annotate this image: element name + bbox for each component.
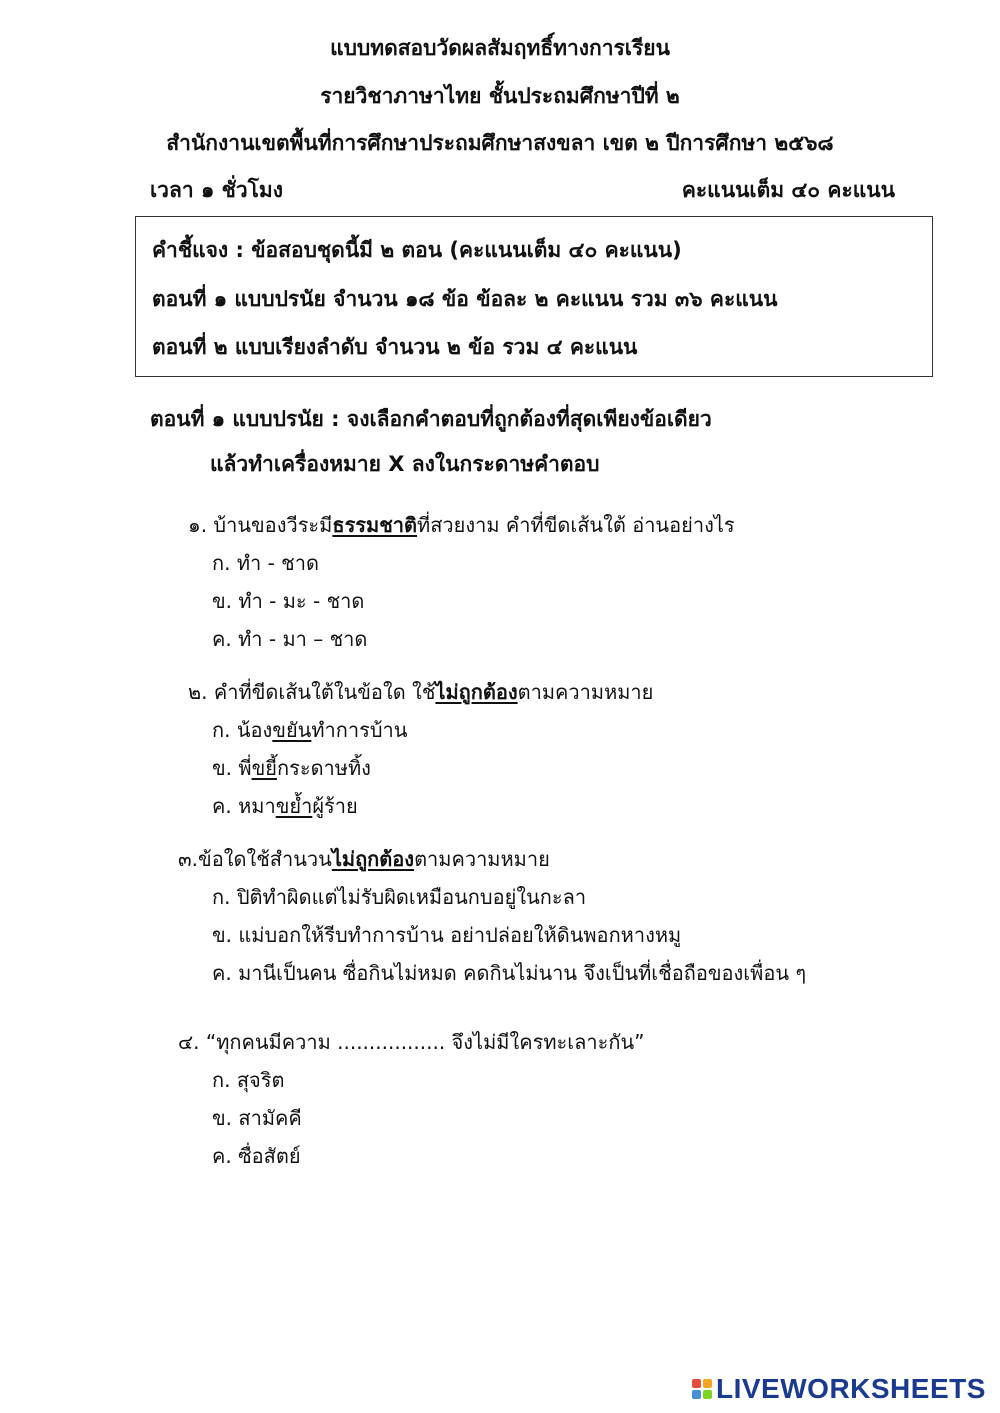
logo-square-1 <box>692 1379 701 1388</box>
logo-square-3 <box>692 1390 701 1399</box>
subject-grade: รายวิชาภาษาไทย ชั้นประถมศึกษาปีที่ ๒ <box>320 84 680 108</box>
instructions-line-3: ตอนที่ ๒ แบบเรียงลำดับ จำนวน ๒ ข้อ รวม ๔ คะแนน <box>152 335 638 359</box>
liveworksheets-brand-text: LIVEWORKSHEETS <box>716 1373 986 1404</box>
instructions-line-2: ตอนที่ ๑ แบบปรนัย จำนวน ๑๘ ข้อ ข้อละ ๒ คะแนน รวม ๓๖ คะแนน <box>152 287 778 311</box>
part1-title: ตอนที่ ๑ แบบปรนัย : จงเลือกคำตอบที่ถูกต้องที่สุดเพียงข้อเดียว <box>150 407 712 431</box>
q2-choice-a[interactable]: ก. น้องขยันทำการบ้าน <box>212 718 408 742</box>
liveworksheets-logo-icon <box>692 1379 712 1399</box>
question-1: ๑. บ้านของวีระมีธรรมชาติที่สวยงาม คำที่ขีดเส้นใต้ อ่านอย่างไร <box>188 513 735 537</box>
question-3: ๓.ข้อใดใช้สำนวนไม่ถูกต้องตามความหมาย <box>178 847 550 871</box>
logo-square-4 <box>703 1390 712 1399</box>
question-3-underlined-word: ไม่ถูกต้อง <box>331 847 415 871</box>
exam-time: เวลา ๑ ชั่วโมง <box>150 178 284 202</box>
full-score: คะแนนเต็ม ๔๐ คะแนน <box>681 178 895 202</box>
liveworksheets-logo[interactable] <box>692 1372 986 1406</box>
q4-choice-b[interactable]: ข. สามัคคี <box>212 1106 302 1130</box>
q2-choice-c[interactable]: ค. หมาขย้ำผู้ร้าย <box>212 794 358 818</box>
q1-choice-b[interactable]: ข. ทำ - มะ - ชาด <box>212 589 365 613</box>
q4-choice-c[interactable]: ค. ซื่อสัตย์ <box>212 1144 301 1168</box>
question-1-underlined-word: ธรรมชาติ <box>332 513 418 537</box>
question-2: ๒. คำที่ขีดเส้นใต้ในข้อใด ใช้ไม่ถูกต้องตามความหมาย <box>188 680 654 704</box>
instructions-line-1: คำชี้แจง : ข้อสอบชุดนี้มี ๒ ตอน (คะแนนเต็ม ๔๐ คะแนน) <box>152 238 682 262</box>
q1-choice-c[interactable]: ค. ทำ - มา – ชาด <box>212 627 368 651</box>
q3-choice-b[interactable]: ข. แม่บอกให้รีบทำการบ้าน อย่าปล่อยให้ดินพอกหางหมู <box>212 923 682 947</box>
question-2-underlined-word: ไม่ถูกต้อง <box>435 680 518 704</box>
q4-choice-a[interactable]: ก. สุจริต <box>212 1068 285 1092</box>
question-4: ๔. “ทุกคนมีความ ................. จึงไม่มีใครทะเลาะกัน” <box>178 1030 645 1054</box>
q3-choice-a[interactable]: ก. ปิติทำผิดแต่ไม่รับผิดเหมือนกบอยู่ในกะลา <box>212 885 587 909</box>
office-year: สำนักงานเขตพื้นที่การศึกษาประถมศึกษาสงขลา เขต ๒ ปีการศึกษา ๒๕๖๘ <box>166 131 834 155</box>
q2-choice-b[interactable]: ข. พี่ขยี้กระดาษทิ้ง <box>212 756 371 780</box>
logo-square-2 <box>703 1379 712 1388</box>
q3-choice-c[interactable]: ค. มานีเป็นคน ซื่อกินไม่หมด คดกินไม่นาน จึงเป็นที่เชื่อถือของเพื่อน ๆ <box>212 961 807 985</box>
q1-choice-a[interactable]: ก. ทำ - ชาด <box>212 551 319 575</box>
exam-title: แบบทดสอบวัดผลสัมฤทธิ์ทางการเรียน <box>330 36 670 60</box>
part1-subtitle: แล้วทำเครื่องหมาย X ลงในกระดาษคำตอบ <box>210 452 600 476</box>
